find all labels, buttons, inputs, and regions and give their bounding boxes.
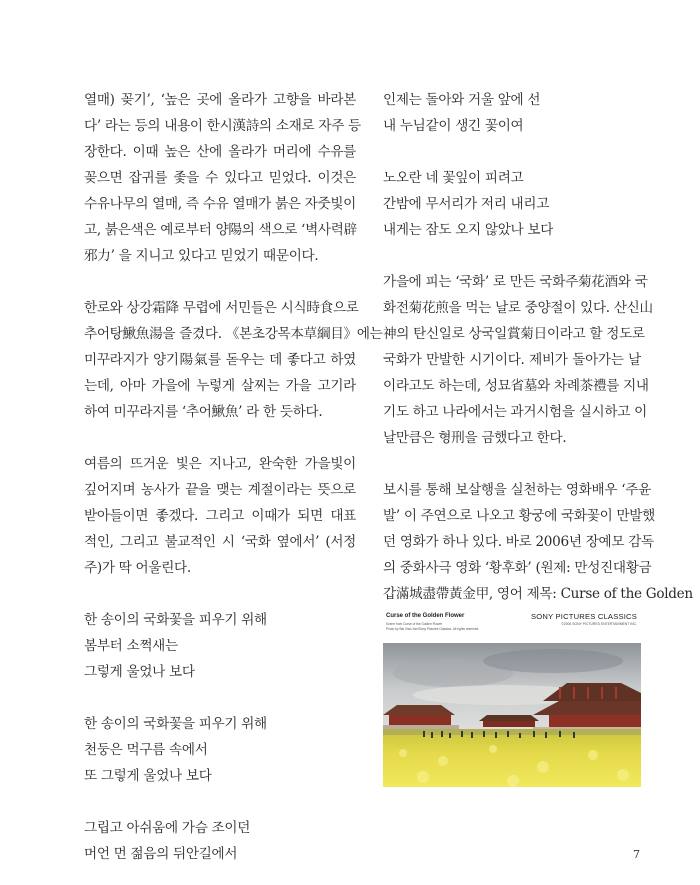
left-column [84,87,383,867]
paragraph [84,295,383,425]
text-line: 보시를 통해 보살행을 실천하는 영화배우 ‘주윤 [383,482,651,498]
photo-caption-line: Photo by Bai Xiao-Yan/Sony Pictures Classics. All rights reserved. [386,627,480,631]
paragraph [383,269,653,451]
text-line: 열매) 꽂기’, ‘높은 곳에 올라가 고향을 바라본 [84,92,356,108]
text-line: 국화가 만발한 시기이다. 제비가 돌아가는 날 [383,352,641,368]
text-line: 한로와 상강霜降 무렵에 서민들은 시식時食으로 [84,300,359,316]
studio-copyright: ©2006 SONY PICTURES ENTERTAINMENT INC. [561,622,637,626]
text-line: 그립고 아쉬움에 가슴 조이던 [84,820,251,836]
photo-caption-line: Scene from Curse of the Golden Flower [386,622,443,626]
text-line: 고, 붉은색은 예로부터 양陽의 색으로 ‘벽사력辟 [84,222,357,238]
paragraph-gap [84,269,356,295]
photo-header [383,609,641,643]
paragraph [84,607,356,685]
text-line: 邪力’ 을 지니고 있다고 믿었기 때문이다. [84,248,319,264]
paragraph-gap [84,685,356,711]
paragraph-gap [383,451,641,477]
text-line: 화전菊花煎을 먹는 날로 중양절이 있다. 산신山 [383,300,653,316]
text-line: 수유나무의 열매, 즉 수유 열매가 붉은 자줏빛이 [84,196,356,212]
text-line: 노오란 네 꽃잎이 피려고 [383,170,524,186]
text-line: 깊어지며 농사가 끝을 맺는 계절이라는 뜻으로 [84,482,356,498]
text-line: 다’ 라는 등의 내용이 한시漢詩의 소재로 자주 등 [84,118,361,134]
text-line: 가을에 피는 ‘국화’ 로 만든 국화주菊花酒와 국 [383,274,648,290]
text-line: 장한다. 이때 높은 산에 올라가 머리에 수유를 [84,144,356,160]
text-line: 발’ 이 주연으로 나오고 황궁에 국화꽃이 만발했 [383,508,655,524]
text-line: 는데, 아마 가을에 누렇게 살찌는 가을 고기라 [84,378,356,394]
paragraph [84,815,356,867]
paragraph-gap [84,581,356,607]
text-line: 받아들이면 좋겠다. 그리고 이때가 되면 대표 [84,508,356,524]
text-line: 봄부터 소쩍새는 [84,638,178,654]
text-line: 주)가 딱 어울린다. [84,560,191,576]
text-line: 꽂으면 잡귀를 좇을 수 있다고 믿었다. 이것은 [84,170,356,186]
text-line: 또 그렇게 울었나 보다 [84,768,212,784]
text-line: 머언 먼 젊음의 뒤안길에서 [84,846,238,862]
text-line: 여름의 뜨거운 빛은 지나고, 완숙한 가을빛이 [84,456,356,472]
paragraph-gap [383,243,641,269]
text-line: 던 영화가 하나 있다. 바로 2006년 장예모 감독 [383,534,654,550]
paragraph-gap [84,425,356,451]
text-line: 미꾸라지가 양기陽氣를 돋우는 데 좋다고 하였 [84,352,356,368]
right-column [383,87,693,607]
text-line: 의 중화사극 영화 ‘황후화’ (원제: 만성진대황금 [383,560,652,576]
text-line: 神의 탄신일로 상국일賞菊日이라고 할 정도로 [383,326,645,342]
text-line: 추어탕鰍魚湯을 즐겼다. 《본초강목本草綱目》에는 [84,326,383,342]
text-line: 한 송이의 국화꽃을 피우기 위해 [84,716,267,732]
paragraph [383,87,641,139]
photo-title: Curse of the Golden Flower [386,613,465,619]
text-line: 한 송이의 국화꽃을 피우기 위해 [84,612,267,628]
page-number: 7 [633,848,640,861]
paragraph [383,477,693,607]
paragraph [84,451,356,581]
paragraph [383,165,641,243]
text-line: 기도 하고 나라에서는 과거시험을 실시하고 이 [383,404,647,420]
text-line: 이라고도 하는데, 성묘省墓와 차례茶禮를 지내 [383,378,649,394]
paragraph [84,87,361,269]
paragraph-gap [383,139,641,165]
text-line: 천둥은 먹구름 속에서 [84,742,208,758]
text-line: 내게는 잠도 오지 않았나 보다 [383,222,554,238]
palace-courtyard-scene [383,643,641,787]
text-line: 날만큼은 형刑을 금했다고 한다. [383,430,567,446]
studio-brand: SONY PICTURES CLASSICS [531,612,637,621]
movie-still-photo [383,609,641,787]
text-line: 하여 미꾸라지를 ‘추어鰍魚’ 라 한 듯하다. [84,404,323,420]
paragraph-gap [84,789,356,815]
text-line: 그렇게 울었나 보다 [84,664,195,680]
text-line: 적인, 그리고 불교적인 시 ‘국화 옆에서’ (서정 [84,534,356,550]
text-line: 갑滿城盡帶黃金甲, 영어 제목: Curse of the Golden [383,586,693,602]
paragraph [84,711,356,789]
text-line: 간밤에 무서리가 저리 내리고 [383,196,550,212]
text-line: 내 누님같이 생긴 꽃이여 [383,118,524,134]
text-line: 인제는 돌아와 거울 앞에 선 [383,92,541,108]
